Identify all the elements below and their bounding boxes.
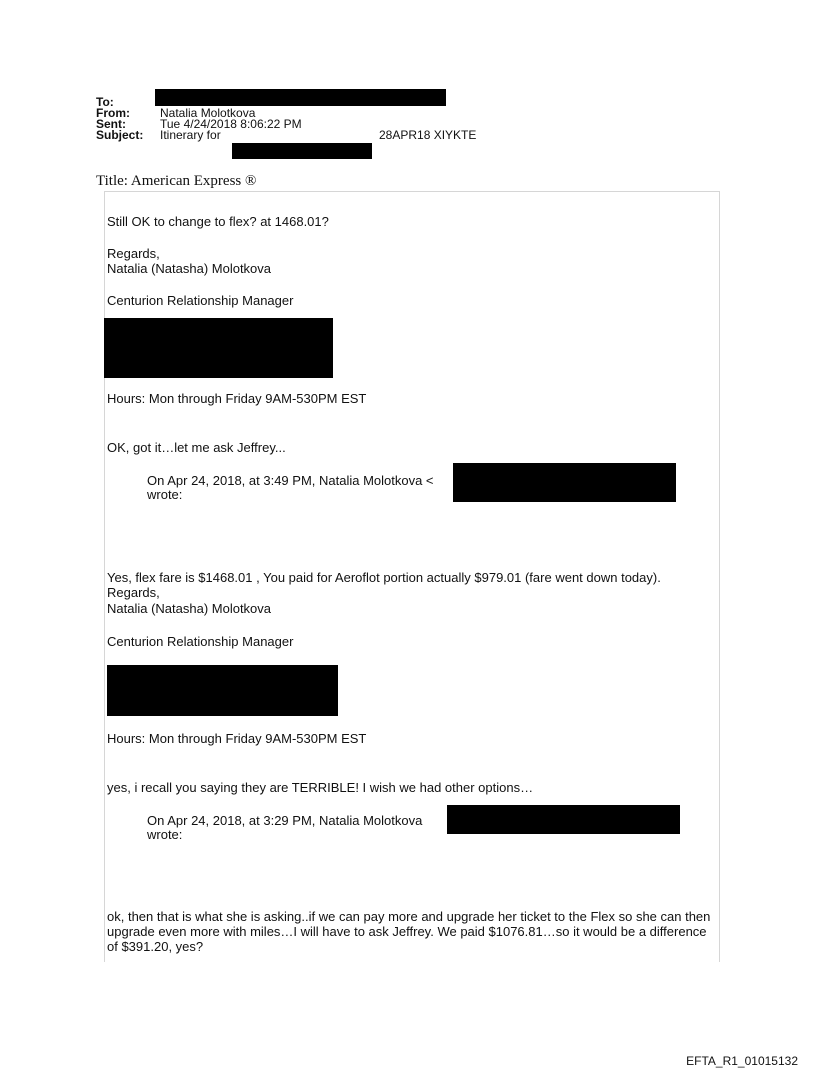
subject-suffix: 28APR18 XIYKTE <box>379 128 477 142</box>
redaction-subject <box>232 143 372 159</box>
reply-2: yes, i recall you saying they are TERRIBLE! I wish we had other options… <box>107 780 534 795</box>
signature-role-1: Centurion Relationship Manager <box>107 293 294 308</box>
redaction-contact-2 <box>107 665 338 716</box>
from-value: Natalia Molotkova <box>160 106 256 120</box>
from-label: From: <box>96 106 130 120</box>
signature-role-2: Centurion Relationship Manager <box>107 634 294 649</box>
quote-2-wrote: wrote: <box>147 827 183 842</box>
quote-1-wrote: wrote: <box>147 487 183 502</box>
last-paragraph: ok, then that is what she is asking..if we can pay more and upgrade her ticket to the Flex so she can then upgrade even more with miles…I will have to ask Jeffrey. We paid $1076.81…so it would be a difference of $391.20, yes? <box>107 909 711 954</box>
redaction-to <box>155 89 446 106</box>
signature-name-1: Natalia (Natasha) Molotkova <box>107 261 272 276</box>
reply-1: OK, got it…let me ask Jeffrey... <box>107 440 286 455</box>
body-line-change-flex: Still OK to change to flex? at 1468.01? <box>107 214 329 229</box>
subject-prefix: Itinerary for <box>160 128 221 142</box>
quote-1-header: On Apr 24, 2018, at 3:49 PM, Natalia Molotkova < <box>147 473 434 488</box>
document-title: Title: American Express ® <box>96 173 257 189</box>
hours-2: Hours: Mon through Friday 9AM-530PM EST <box>107 731 367 746</box>
quote-2-header: On Apr 24, 2018, at 3:29 PM, Natalia Molotkova <box>147 813 423 828</box>
fare-line: Yes, flex fare is $1468.01 , You paid for Aeroflot portion actually $979.01 (fare went down today). <box>107 570 661 585</box>
to-label: To: <box>96 95 114 109</box>
regards-2: Regards, <box>107 585 160 600</box>
redaction-email-1 <box>453 463 676 502</box>
regards-1: Regards, <box>107 246 160 261</box>
bates-number: EFTA_R1_01015132 <box>686 1054 798 1068</box>
redaction-email-2 <box>447 805 680 834</box>
signature-name-2: Natalia (Natasha) Molotkova <box>107 601 272 616</box>
sent-value: Tue 4/24/2018 8:06:22 PM <box>160 117 302 131</box>
sent-label: Sent: <box>96 117 126 131</box>
redaction-contact-1 <box>104 318 333 378</box>
subject-label: Subject: <box>96 128 144 142</box>
hours-1: Hours: Mon through Friday 9AM-530PM EST <box>107 391 367 406</box>
